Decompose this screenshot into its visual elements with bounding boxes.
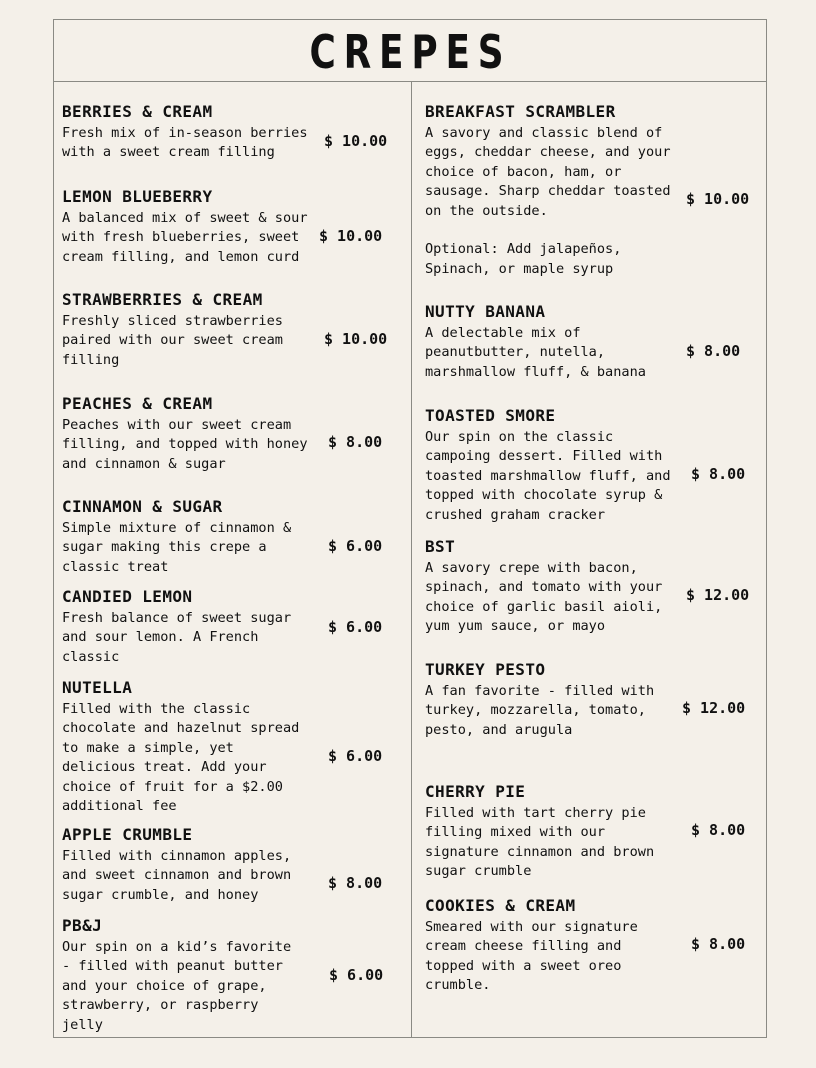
item-price: $ 8.00 (328, 874, 383, 892)
item-name: COOKIES & CREAM (425, 896, 576, 915)
item-name: CINNAMON & SUGAR (62, 497, 223, 516)
item-name: STRAWBERRIES & CREAM (62, 290, 263, 309)
item-description: Peaches with our sweet cream filling, and topped with honey and cinnamon & sugar (62, 417, 308, 472)
item-name: CHERRY PIE (425, 782, 526, 801)
item-name: CANDIED LEMON (62, 587, 193, 606)
item-description: Our spin on a kid’s favorite - filled with peanut butter and your choice of grape, strawberry, or raspberry jelly (62, 939, 292, 1033)
item-price: $ 8.00 (686, 342, 741, 360)
item-description: Smeared with our signature cream cheese filling and topped with a sweet oreo crumble. (425, 919, 638, 994)
item-price: $ 10.00 (324, 132, 388, 150)
item-price: $ 6.00 (329, 966, 384, 984)
item-name: TURKEY PESTO (425, 660, 546, 679)
title-bar (54, 20, 766, 82)
item-price: $ 10.00 (686, 190, 750, 208)
item-price: $ 6.00 (328, 618, 383, 636)
item-price: $ 8.00 (691, 465, 746, 483)
item-name: LEMON BLUEBERRY (62, 187, 213, 206)
item-price: $ 10.00 (324, 330, 388, 348)
item-description: Filled with cinnamon apples, and sweet cinnamon and brown sugar crumble, and honey (62, 848, 292, 903)
item-description: Simple mixture of cinnamon & sugar making this crepe a classic treat (62, 520, 292, 575)
item-price: $ 10.00 (319, 227, 383, 245)
column-divider (411, 82, 412, 1038)
item-description: Fresh balance of sweet sugar and sour lemon. A French classic (62, 610, 292, 665)
item-name: PB&J (62, 916, 103, 935)
item-name: PEACHES & CREAM (62, 394, 213, 413)
item-description: A savory crepe with bacon, spinach, and tomato with your choice of garlic basil aioli, yum yum sauce, or mayo (425, 560, 663, 635)
item-description: A fan favorite - filled with turkey, mozzarella, tomato, pesto, and arugula (425, 683, 655, 738)
item-description: Freshly sliced strawberries paired with our sweet cream filling (62, 313, 283, 368)
item-description: Our spin on the classic campoing dessert. Filled with toasted marshmallow fluff, and topped with chocolate syrup & crushed graham cracker (425, 429, 671, 523)
item-name: BST (425, 537, 456, 556)
item-name: APPLE CRUMBLE (62, 825, 193, 844)
item-description: A delectable mix of peanutbutter, nutella, marshmallow fluff, & banana (425, 325, 646, 380)
item-description: A savory and classic blend of eggs, cheddar cheese, and your choice of bacon, ham, or sausage. Sharp cheddar toasted on the outside. Optional: Add jalapeños, Spinach, or maple syrup (425, 125, 671, 277)
item-name: BERRIES & CREAM (62, 102, 213, 121)
item-description: Filled with tart cherry pie filling mixed with our signature cinnamon and brown sugar crumble (425, 805, 655, 880)
item-price: $ 12.00 (682, 699, 746, 717)
item-name: TOASTED SMORE (425, 406, 556, 425)
item-price: $ 12.00 (686, 586, 750, 604)
item-name: BREAKFAST SCRAMBLER (425, 102, 616, 121)
item-description: Filled with the classic chocolate and hazelnut spread to make a simple, yet delicious treat. Add your choice of fruit for a $2.00 additional fee (62, 701, 300, 815)
item-price: $ 6.00 (328, 537, 383, 555)
item-description: Fresh mix of in-season berries with a sweet cream filling (62, 125, 308, 161)
item-name: NUTELLA (62, 678, 133, 697)
menu-title: CREPES (309, 25, 511, 79)
item-price: $ 8.00 (691, 821, 746, 839)
item-description: A balanced mix of sweet & sour with fresh blueberries, sweet cream filling, and lemon curd (62, 210, 308, 265)
item-price: $ 6.00 (328, 747, 383, 765)
item-price: $ 8.00 (691, 935, 746, 953)
item-price: $ 8.00 (328, 433, 383, 451)
item-name: NUTTY BANANA (425, 302, 546, 321)
